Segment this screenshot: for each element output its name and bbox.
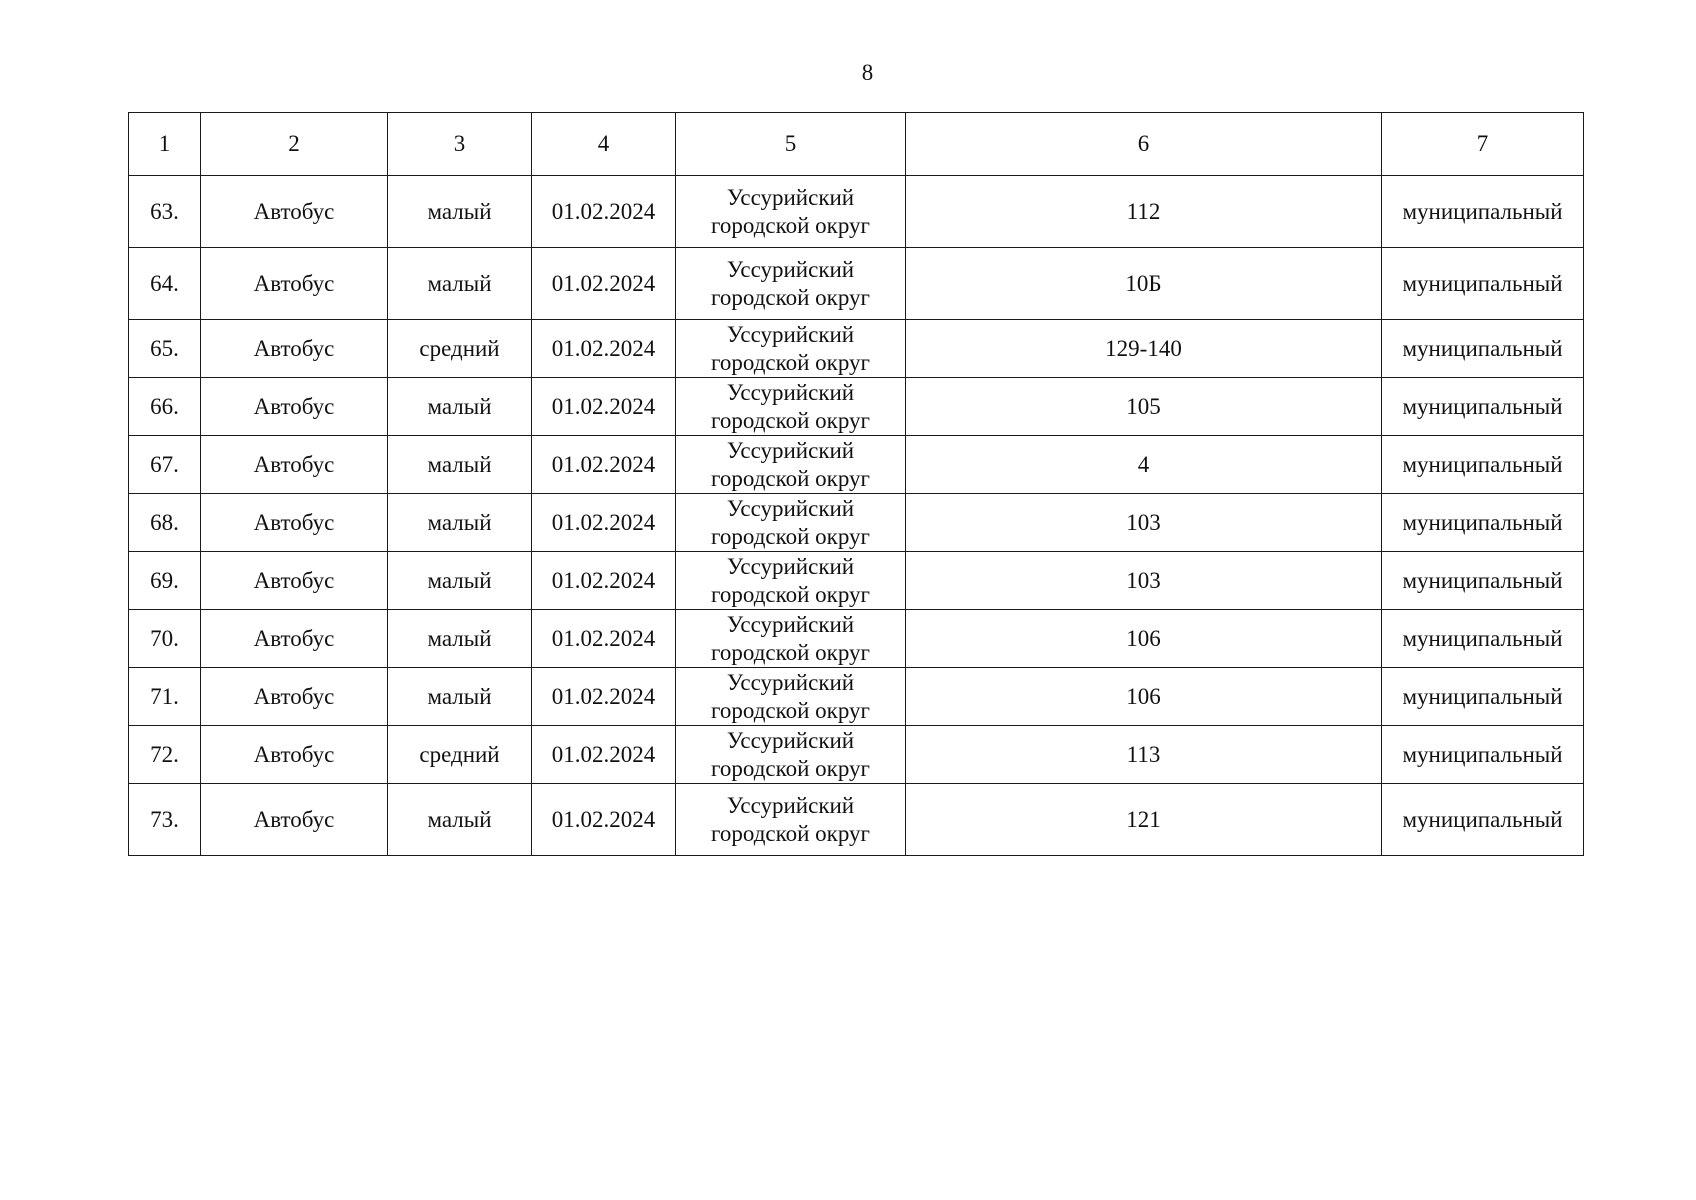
route-kind-cell: муниципальный xyxy=(1382,494,1584,552)
date-cell: 01.02.2024 xyxy=(532,552,676,610)
route-cell: 106 xyxy=(906,610,1382,668)
route-cell: 106 xyxy=(906,668,1382,726)
date-cell: 01.02.2024 xyxy=(532,668,676,726)
table-row xyxy=(129,610,1584,668)
table-row xyxy=(129,248,1584,320)
area-line-2: городской округ xyxy=(711,581,870,607)
area-line-2: городской округ xyxy=(711,465,870,491)
date-cell: 01.02.2024 xyxy=(532,176,676,248)
size-class-cell: малый xyxy=(388,552,532,610)
header-cell: 4 xyxy=(532,113,676,176)
area-line-2: городской округ xyxy=(711,697,870,723)
date-cell: 01.02.2024 xyxy=(532,378,676,436)
header-cell: 7 xyxy=(1382,113,1584,176)
area-line-1: Уссурийский xyxy=(726,379,855,405)
route-cell: 121 xyxy=(906,784,1382,856)
date-cell: 01.02.2024 xyxy=(532,320,676,378)
row-number-cell: 66. xyxy=(129,378,201,436)
route-cell: 103 xyxy=(906,494,1382,552)
date-cell: 01.02.2024 xyxy=(532,610,676,668)
row-number-cell: 68. xyxy=(129,494,201,552)
table-row xyxy=(129,726,1584,784)
table-header-row xyxy=(129,113,1584,176)
table-row xyxy=(129,436,1584,494)
header-cell: 2 xyxy=(201,113,388,176)
route-cell: 103 xyxy=(906,552,1382,610)
area-line-1: Уссурийский xyxy=(726,792,855,818)
header-cell: 3 xyxy=(388,113,532,176)
route-kind-cell: муниципальный xyxy=(1382,176,1584,248)
vehicle-table xyxy=(128,112,1584,856)
transport-type-cell: Автобус xyxy=(201,176,388,248)
row-number-cell: 72. xyxy=(129,726,201,784)
area-line-2: городской округ xyxy=(711,523,870,549)
size-class-cell: малый xyxy=(388,610,532,668)
area-cell xyxy=(676,320,906,378)
area-line-1: Уссурийский xyxy=(726,321,855,347)
area-cell xyxy=(676,668,906,726)
row-number-cell: 70. xyxy=(129,610,201,668)
area-cell xyxy=(676,436,906,494)
transport-type-cell: Автобус xyxy=(201,668,388,726)
route-kind-cell: муниципальный xyxy=(1382,378,1584,436)
row-number-cell: 73. xyxy=(129,784,201,856)
row-number-cell: 71. xyxy=(129,668,201,726)
date-cell: 01.02.2024 xyxy=(532,248,676,320)
header-cell: 5 xyxy=(676,113,906,176)
table-row xyxy=(129,378,1584,436)
area-line-1: Уссурийский xyxy=(726,437,855,463)
transport-type-cell: Автобус xyxy=(201,320,388,378)
size-class-cell: малый xyxy=(388,668,532,726)
route-kind-cell: муниципальный xyxy=(1382,320,1584,378)
route-cell: 4 xyxy=(906,436,1382,494)
size-class-cell: малый xyxy=(388,176,532,248)
transport-type-cell: Автобус xyxy=(201,726,388,784)
area-line-2: городской округ xyxy=(711,755,870,781)
header-cell: 6 xyxy=(906,113,1382,176)
size-class-cell: малый xyxy=(388,784,532,856)
area-line-1: Уссурийский xyxy=(726,553,855,579)
area-line-2: городской округ xyxy=(711,820,870,846)
route-cell: 129-140 xyxy=(906,320,1382,378)
area-line-1: Уссурийский xyxy=(726,611,855,637)
table-row xyxy=(129,320,1584,378)
transport-type-cell: Автобус xyxy=(201,378,388,436)
area-line-1: Уссурийский xyxy=(726,256,855,282)
size-class-cell: средний xyxy=(388,726,532,784)
page-number: 8 xyxy=(861,60,874,85)
date-cell: 01.02.2024 xyxy=(532,494,676,552)
row-number-cell: 63. xyxy=(129,176,201,248)
size-class-cell: малый xyxy=(388,436,532,494)
area-cell xyxy=(676,176,906,248)
date-cell: 01.02.2024 xyxy=(532,784,676,856)
area-line-2: городской округ xyxy=(711,349,870,375)
route-cell: 113 xyxy=(906,726,1382,784)
route-kind-cell: муниципальный xyxy=(1382,668,1584,726)
row-number-cell: 65. xyxy=(129,320,201,378)
area-line-2: городской округ xyxy=(711,212,870,238)
size-class-cell: малый xyxy=(388,378,532,436)
area-cell xyxy=(676,784,906,856)
date-cell: 01.02.2024 xyxy=(532,436,676,494)
row-number-cell: 64. xyxy=(129,248,201,320)
area-cell xyxy=(676,378,906,436)
area-line-1: Уссурийский xyxy=(726,184,855,210)
area-line-1: Уссурийский xyxy=(726,495,855,521)
area-cell xyxy=(676,248,906,320)
route-kind-cell: муниципальный xyxy=(1382,436,1584,494)
table-row xyxy=(129,176,1584,248)
area-line-2: городской округ xyxy=(711,639,870,665)
route-kind-cell: муниципальный xyxy=(1382,248,1584,320)
route-kind-cell: муниципальный xyxy=(1382,726,1584,784)
table-row xyxy=(129,494,1584,552)
route-cell: 105 xyxy=(906,378,1382,436)
transport-type-cell: Автобус xyxy=(201,248,388,320)
route-kind-cell: муниципальный xyxy=(1382,784,1584,856)
table-row xyxy=(129,668,1584,726)
area-line-2: городской округ xyxy=(711,407,870,433)
size-class-cell: малый xyxy=(388,248,532,320)
transport-type-cell: Автобус xyxy=(201,552,388,610)
route-cell: 10Б xyxy=(906,248,1382,320)
route-kind-cell: муниципальный xyxy=(1382,610,1584,668)
header-cell: 1 xyxy=(129,113,201,176)
area-cell xyxy=(676,610,906,668)
transport-type-cell: Автобус xyxy=(201,436,388,494)
route-kind-cell: муниципальный xyxy=(1382,552,1584,610)
table-row xyxy=(129,552,1584,610)
table-row xyxy=(129,784,1584,856)
size-class-cell: малый xyxy=(388,494,532,552)
size-class-cell: средний xyxy=(388,320,532,378)
area-cell xyxy=(676,726,906,784)
transport-type-cell: Автобус xyxy=(201,784,388,856)
transport-type-cell: Автобус xyxy=(201,494,388,552)
row-number-cell: 67. xyxy=(129,436,201,494)
area-line-2: городской округ xyxy=(711,284,870,310)
area-line-1: Уссурийский xyxy=(726,669,855,695)
area-cell xyxy=(676,552,906,610)
date-cell: 01.02.2024 xyxy=(532,726,676,784)
route-cell: 112 xyxy=(906,176,1382,248)
area-line-1: Уссурийский xyxy=(726,727,855,753)
transport-type-cell: Автобус xyxy=(201,610,388,668)
row-number-cell: 69. xyxy=(129,552,201,610)
area-cell xyxy=(676,494,906,552)
